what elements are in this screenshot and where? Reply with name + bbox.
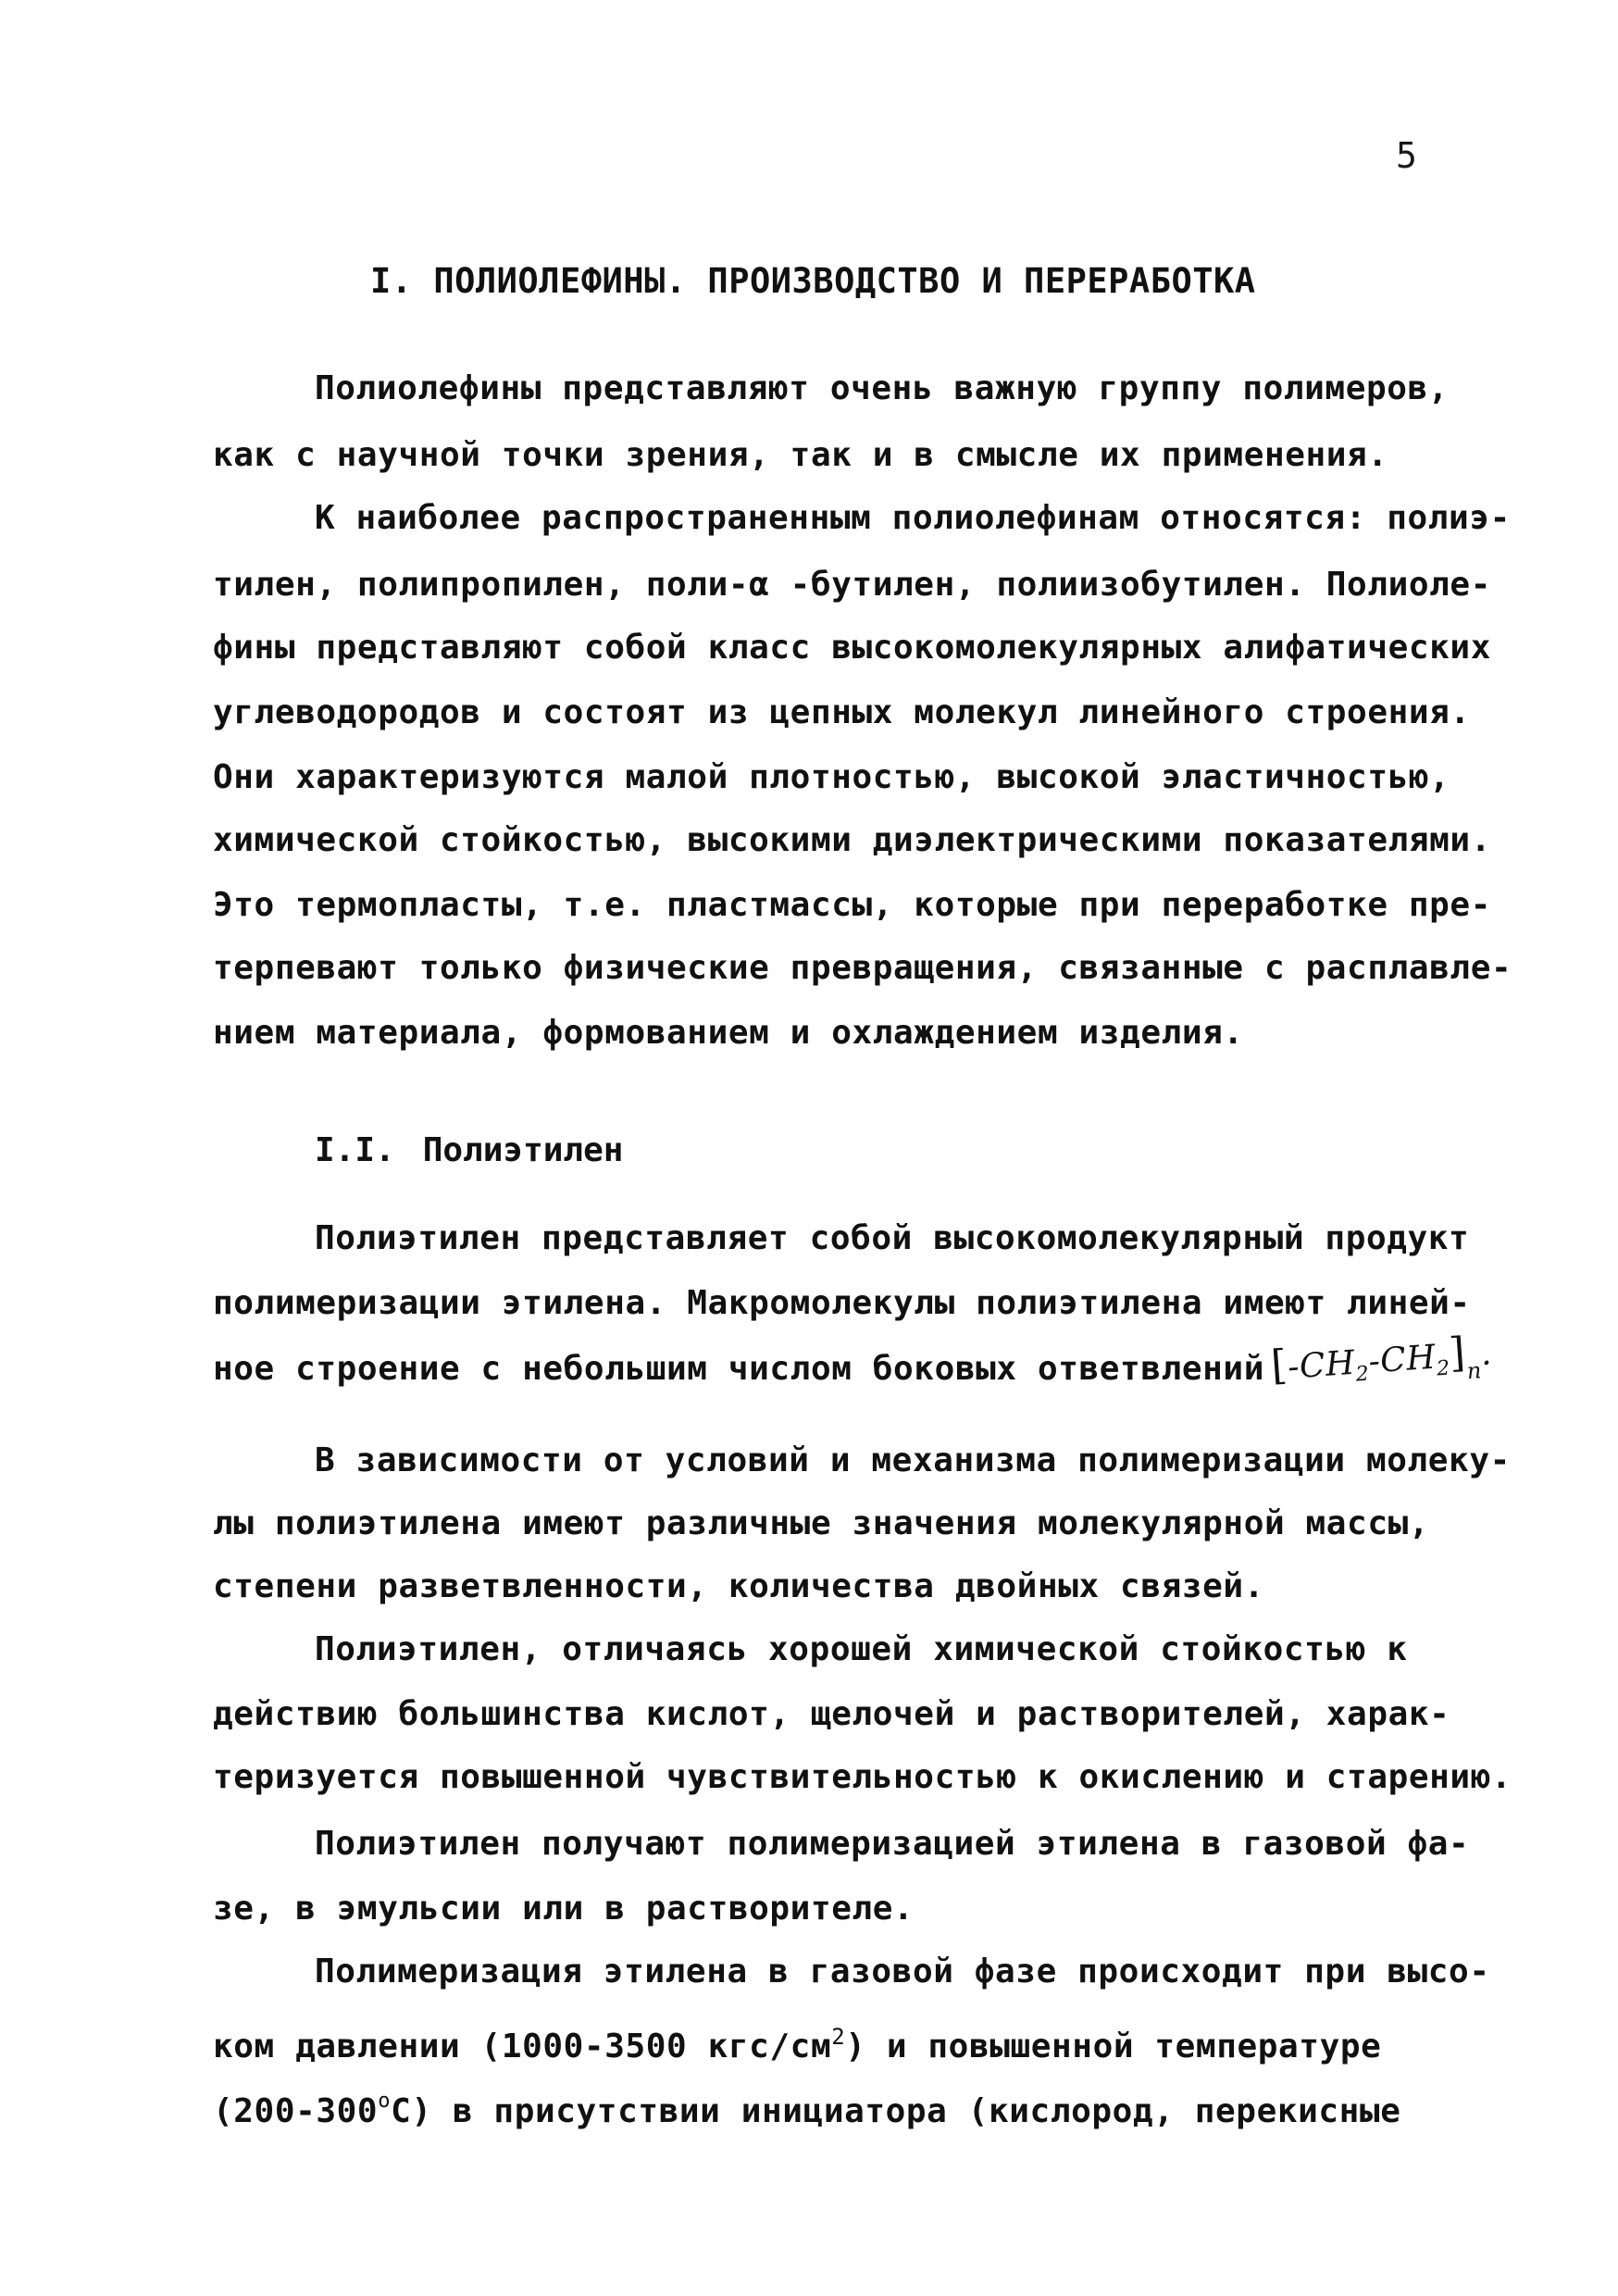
text-line: действию большинства кислот, щелочей и растворителей, харак- <box>213 1695 1450 1733</box>
text-line: К наиболее распространенным полиолефинам относятся: полиэ- <box>315 499 1511 537</box>
section-title: Полиэтилен <box>422 1131 624 1169</box>
text-line: фины представляют собой класс высокомолекулярных алифатических <box>213 629 1491 667</box>
chapter-heading: I. ПОЛИОЛЕФИНЫ. ПРОИЗВОДСТВО И ПЕРЕРАБОТКА <box>370 261 1256 301</box>
polyethylene-formula: $[-CH_2-CH_2]_n$. <box>1269 1329 1493 1390</box>
text-line-temperature: $(200-300^оС)$ в присутствии инициатора (кислород, перекисные <box>213 2090 1401 2130</box>
text-line: углеводородов и состоят из цепных молекул линейного строения. <box>213 693 1471 731</box>
text-line-pressure: ком давлении (1000-3500 кгс/$см^2$) и повышенной температуре <box>213 2024 1382 2065</box>
section-number: I.I. <box>315 1131 395 1169</box>
text-line: степени разветвленности, количества двойных связей. <box>213 1567 1264 1605</box>
text-line: зе, в эмульсии или в растворителе. <box>213 1890 915 1928</box>
text-line: Полиэтилен получают полимеризацией этилена в газовой фа- <box>315 1825 1470 1863</box>
text-line: Это термопласты, т.е. пластмассы, которые при переработке пре- <box>213 886 1491 924</box>
text-line: химической стойкостью, высокими диэлектрическими показателями. <box>213 821 1491 859</box>
text-line: полимеризации этилена. Макромолекулы полиэтилена имеют линей- <box>213 1284 1471 1322</box>
text-line: лы полиэтилена имеют различные значения молекулярной массы, <box>213 1504 1430 1542</box>
text-line: как с научной точки зрения, так и в смысле их применения. <box>213 436 1388 474</box>
text-line-with-formula <box>213 1329 1493 1404</box>
text-line: Полиолефины представляют очень важную группу полимеров, <box>315 369 1450 407</box>
superscript: 2 <box>831 2024 846 2050</box>
text-line: Полиэтилен представляет собой высокомолекулярный продукт <box>315 1219 1470 1257</box>
page-number: 5 <box>1396 135 1417 176</box>
text-fragment: ное строение с небольшим числом боковых ответвлений <box>213 1350 1264 1388</box>
text-line: теризуется повышенной чувствительностью к окислению и старению. <box>213 1758 1512 1796</box>
text-line: Полиэтилен, отличаясь хорошей химической стойкостью к <box>315 1630 1408 1668</box>
text-line: Полимеризация этилена в газовой фазе происходит при высо- <box>315 1953 1490 1990</box>
text-line: В зависимости от условий и механизма полимеризации молеку- <box>315 1441 1511 1479</box>
text-line: Они характеризуются малой плотностью, высокой эластичностью, <box>213 758 1450 796</box>
section-heading <box>315 1131 623 1169</box>
text-line: нием материала, формованием и охлаждением изделия. <box>213 1014 1244 1052</box>
text-line: тилен, полипропилен, поли-α -бутилен, полиизобутилен. Полиоле- <box>213 566 1491 604</box>
degree-superscript: о <box>378 2090 392 2113</box>
text-line: терпевают только физические превращения, связанные с расплавле- <box>213 949 1512 987</box>
